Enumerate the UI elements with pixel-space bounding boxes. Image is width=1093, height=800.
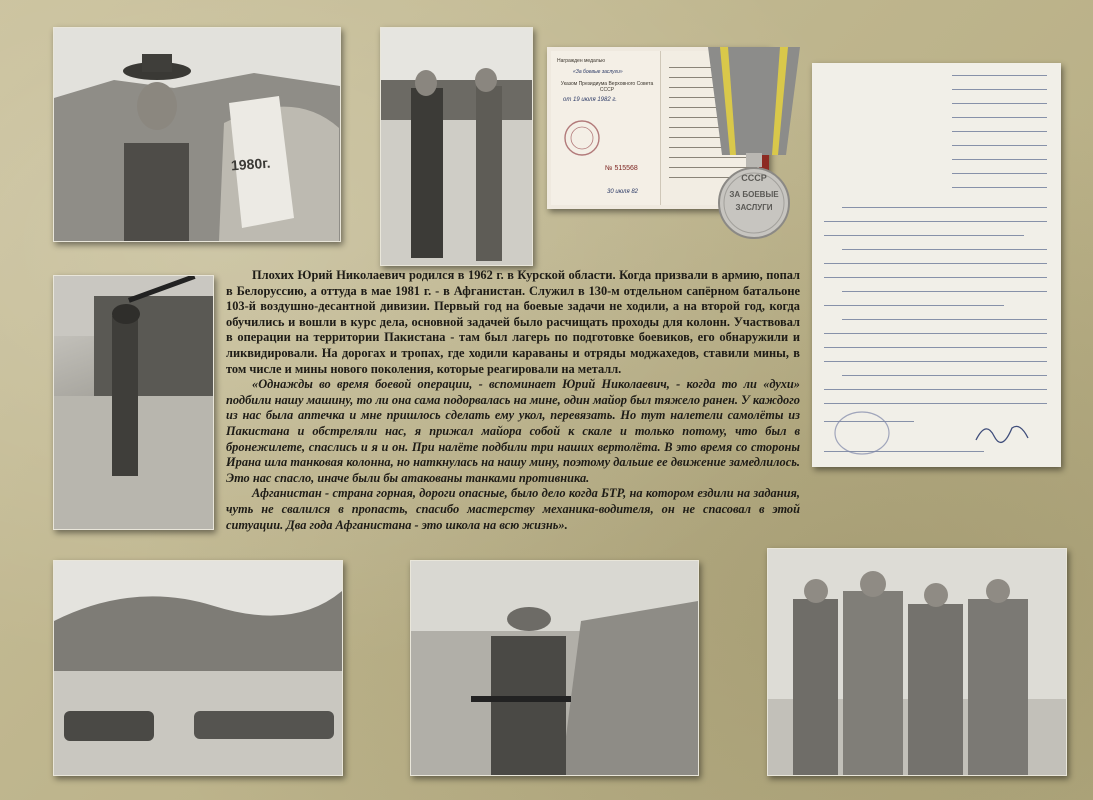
handwriting-line (824, 235, 1024, 236)
photo-soldier-portrait (53, 27, 341, 242)
story-paragraph-biography: Плохих Юрий Николаевич родился в 1962 г. в Курской области. Когда призвали в армию, попал в Белоруссию, а оттуда в мае 1981 г. - в Афганистан. Служил в 130-м отдельном сапёрном батальоне 103-й воздушно-десантной дивизии. Первый год на боевые задачи не ходили, а на второй год, когда обучились и вошли в курс дела, основной задачей было расчищать проходы для колонн. Участвовал в операции на территории Пакистана - там был лагерь по подготовке боевиков, его обнаружили и ликвидировали. На дорогах и тропах, где ходили караваны и отряды моджахедов, ставили мины, в том числе и мины нового поколения, которые реагировали на металл. (226, 268, 800, 376)
photo-soldier-with-rifle (53, 275, 214, 530)
handwritten-letter (812, 63, 1061, 467)
photo-award-ceremony (380, 27, 533, 266)
handwriting-line (824, 361, 1047, 362)
story-paragraph-recollection: «Однажды во время боевой операции, - вспоминает Юрий Николаевич, - когда то ли «духи» подбили нашу машину, то ли она сама подорвалась на мине, один майор был тяжело ранен. У каждого из нас была аптечка и мне пришлось сделать ему укол, перевязать. Но тут налетели самолёты из Пакистана и обстреляли нас, я прижал майора собой к скале и только потому, что был в бронежилете, спаслись и я и он. При налёте подбили три наших вертолёта. В это время со стороны Ирана шла танковая колонна, но наткнулась на нашу мину, поэтому дальше ее движение замедлилось. Это нас спасло, иначе были бы атакованы танками противника. (226, 377, 800, 485)
handwriting-line (824, 305, 1004, 306)
certificate-decree: Указом Президиума Верховного Совета СССР (560, 81, 654, 93)
handwriting-line (842, 207, 1047, 208)
photo-btr-convoy (53, 560, 343, 776)
certificate-number: № 515568 (605, 165, 638, 172)
medal-line-za-boevye: ЗА БОЕВЫЕ (729, 190, 779, 199)
handwriting-line (952, 117, 1047, 118)
certificate-issue-date: 30 июля 82 (607, 189, 638, 195)
handwriting-line (952, 159, 1047, 160)
handwriting-line (952, 131, 1047, 132)
handwriting-line (824, 333, 1047, 334)
handwriting-line (952, 173, 1047, 174)
story-paragraph-conclusion: Афганистан - страна горная, дороги опасные, было дело когда БТР, на котором ездили на задания, чуть не свалился в пропасть, спасибо мастерству механика-водителя, он не спасовал в этой ситуации. Два года Афганистана - это школа на всю жизнь». (226, 486, 800, 532)
handwriting-line (842, 291, 1047, 292)
handwriting-line (842, 375, 1047, 376)
handwriting-line (952, 75, 1047, 76)
medal-line-ussr: СССР (741, 173, 767, 183)
handwriting-line (952, 103, 1047, 104)
certificate-date-line: от 19 июля 1982 г. (563, 97, 617, 103)
handwriting-line (824, 347, 1047, 348)
photo-soldier-in-helmet (410, 560, 699, 776)
handwriting-line (824, 263, 1047, 264)
stamp-icon (832, 408, 892, 458)
handwriting-line (824, 389, 1047, 390)
handwriting-line (842, 319, 1047, 320)
handwriting-line (952, 145, 1047, 146)
photo-four-paratroopers (767, 548, 1067, 776)
handwriting-line (952, 89, 1047, 90)
medal-line-zaslugi: ЗАСЛУГИ (735, 203, 773, 212)
handwriting-line (842, 249, 1047, 250)
soviet-seal-icon (563, 119, 601, 157)
handwriting-line (824, 277, 1047, 278)
story-text-block (226, 268, 800, 533)
handwriting-line (824, 403, 1047, 404)
portrait-year-sign: 1980г. (230, 154, 271, 174)
signature-icon (972, 418, 1032, 448)
handwriting-line (824, 221, 1047, 222)
certificate-header: Награжден медалью (557, 58, 606, 64)
handwriting-line (952, 187, 1047, 188)
medal-for-combat-merit (700, 45, 808, 240)
certificate-medal-name: «За боевые заслуги» (573, 69, 623, 75)
